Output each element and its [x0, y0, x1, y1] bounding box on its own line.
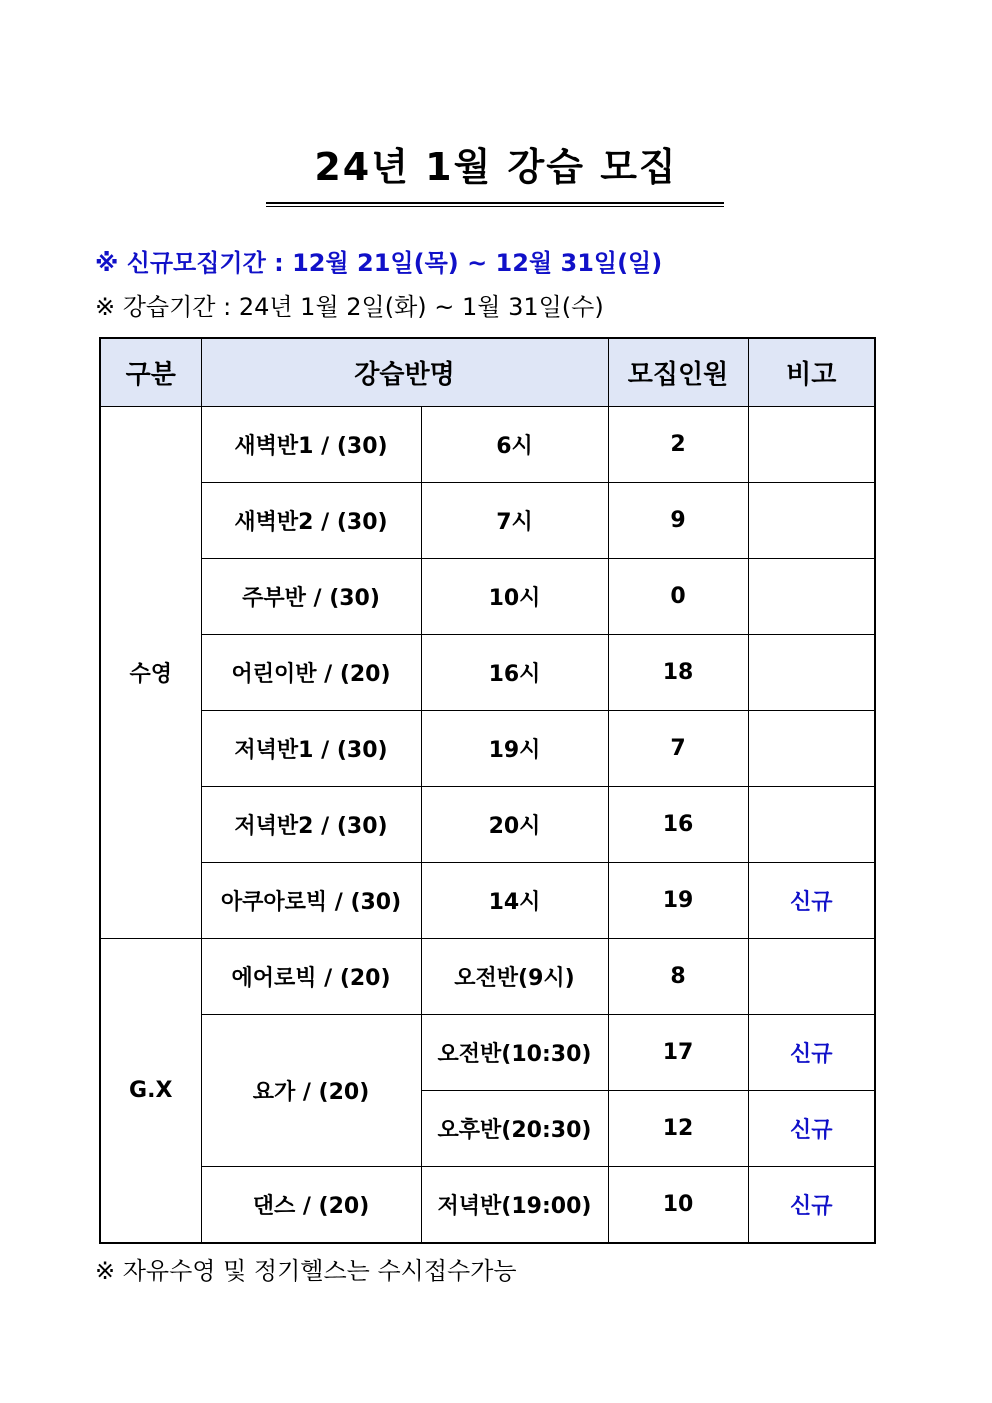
class-name-cell: 새벽반1 / (30)	[201, 407, 421, 483]
table-row	[100, 635, 875, 711]
class-name-cell: 어린이반 / (20)	[201, 635, 421, 711]
enrollment-cell: 19	[608, 863, 748, 939]
table-row	[100, 939, 875, 1015]
remarks-cell	[748, 559, 875, 635]
header-enrollment: 모집인원	[608, 338, 748, 407]
class-period-notice: ※ 강습기간 : 24년 1월 2일(화) ~ 1월 31일(수)	[95, 293, 604, 321]
title-underline	[266, 202, 724, 204]
remarks-cell	[748, 787, 875, 863]
remarks-cell	[748, 635, 875, 711]
table-row	[100, 711, 875, 787]
class-time-cell: 7시	[421, 483, 608, 559]
remarks-cell	[748, 483, 875, 559]
table-header-row	[100, 338, 875, 407]
class-time-cell: 16시	[421, 635, 608, 711]
recruit-period-notice: ※ 신규모집기간 : 12월 21일(목) ~ 12월 31일(일)	[95, 249, 663, 277]
enrollment-cell: 2	[608, 407, 748, 483]
enrollment-cell: 16	[608, 787, 748, 863]
category-gx: G.X	[100, 939, 201, 1244]
footer-note: ※ 자유수영 및 정기헬스는 수시접수가능	[95, 1257, 517, 1285]
remarks-cell: 신규	[748, 1167, 875, 1244]
class-name-cell: 저녁반2 / (30)	[201, 787, 421, 863]
class-table	[99, 337, 876, 1244]
enrollment-cell: 7	[608, 711, 748, 787]
remarks-cell	[748, 711, 875, 787]
enrollment-cell: 18	[608, 635, 748, 711]
enrollment-cell: 12	[608, 1091, 748, 1167]
enrollment-cell: 10	[608, 1167, 748, 1244]
table-row	[100, 863, 875, 939]
remarks-cell: 신규	[748, 1015, 875, 1091]
table-row	[100, 483, 875, 559]
header-remarks: 비고	[748, 338, 875, 407]
class-time-cell: 14시	[421, 863, 608, 939]
category-swim: 수영	[100, 407, 201, 939]
class-name-cell: 아쿠아로빅 / (30)	[201, 863, 421, 939]
class-time-cell: 오전반(10:30)	[421, 1015, 608, 1091]
class-name-cell: 요가 / (20)	[201, 1015, 421, 1167]
title-underline-thin	[266, 206, 724, 207]
table-row	[100, 559, 875, 635]
remarks-cell: 신규	[748, 863, 875, 939]
class-time-cell: 오전반(9시)	[421, 939, 608, 1015]
header-class-name: 강습반명	[201, 338, 608, 407]
table-row	[100, 1015, 875, 1091]
class-time-cell: 20시	[421, 787, 608, 863]
remarks-cell	[748, 407, 875, 483]
class-time-cell: 오후반(20:30)	[421, 1091, 608, 1167]
class-time-cell: 10시	[421, 559, 608, 635]
header-category: 구분	[100, 338, 201, 407]
class-time-cell: 6시	[421, 407, 608, 483]
enrollment-cell: 0	[608, 559, 748, 635]
class-name-cell: 에어로빅 / (20)	[201, 939, 421, 1015]
remarks-cell: 신규	[748, 1091, 875, 1167]
remarks-cell	[748, 939, 875, 1015]
enrollment-cell: 17	[608, 1015, 748, 1091]
page-title: 24년 1월 강습 모집	[314, 145, 678, 189]
class-name-cell: 댄스 / (20)	[201, 1167, 421, 1244]
enrollment-cell: 9	[608, 483, 748, 559]
table-row	[100, 407, 875, 483]
table-row	[100, 1167, 875, 1244]
class-time-cell: 저녁반(19:00)	[421, 1167, 608, 1244]
table-row	[100, 787, 875, 863]
class-time-cell: 19시	[421, 711, 608, 787]
class-name-cell: 저녁반1 / (30)	[201, 711, 421, 787]
class-name-cell: 새벽반2 / (30)	[201, 483, 421, 559]
class-name-cell: 주부반 / (30)	[201, 559, 421, 635]
enrollment-cell: 8	[608, 939, 748, 1015]
